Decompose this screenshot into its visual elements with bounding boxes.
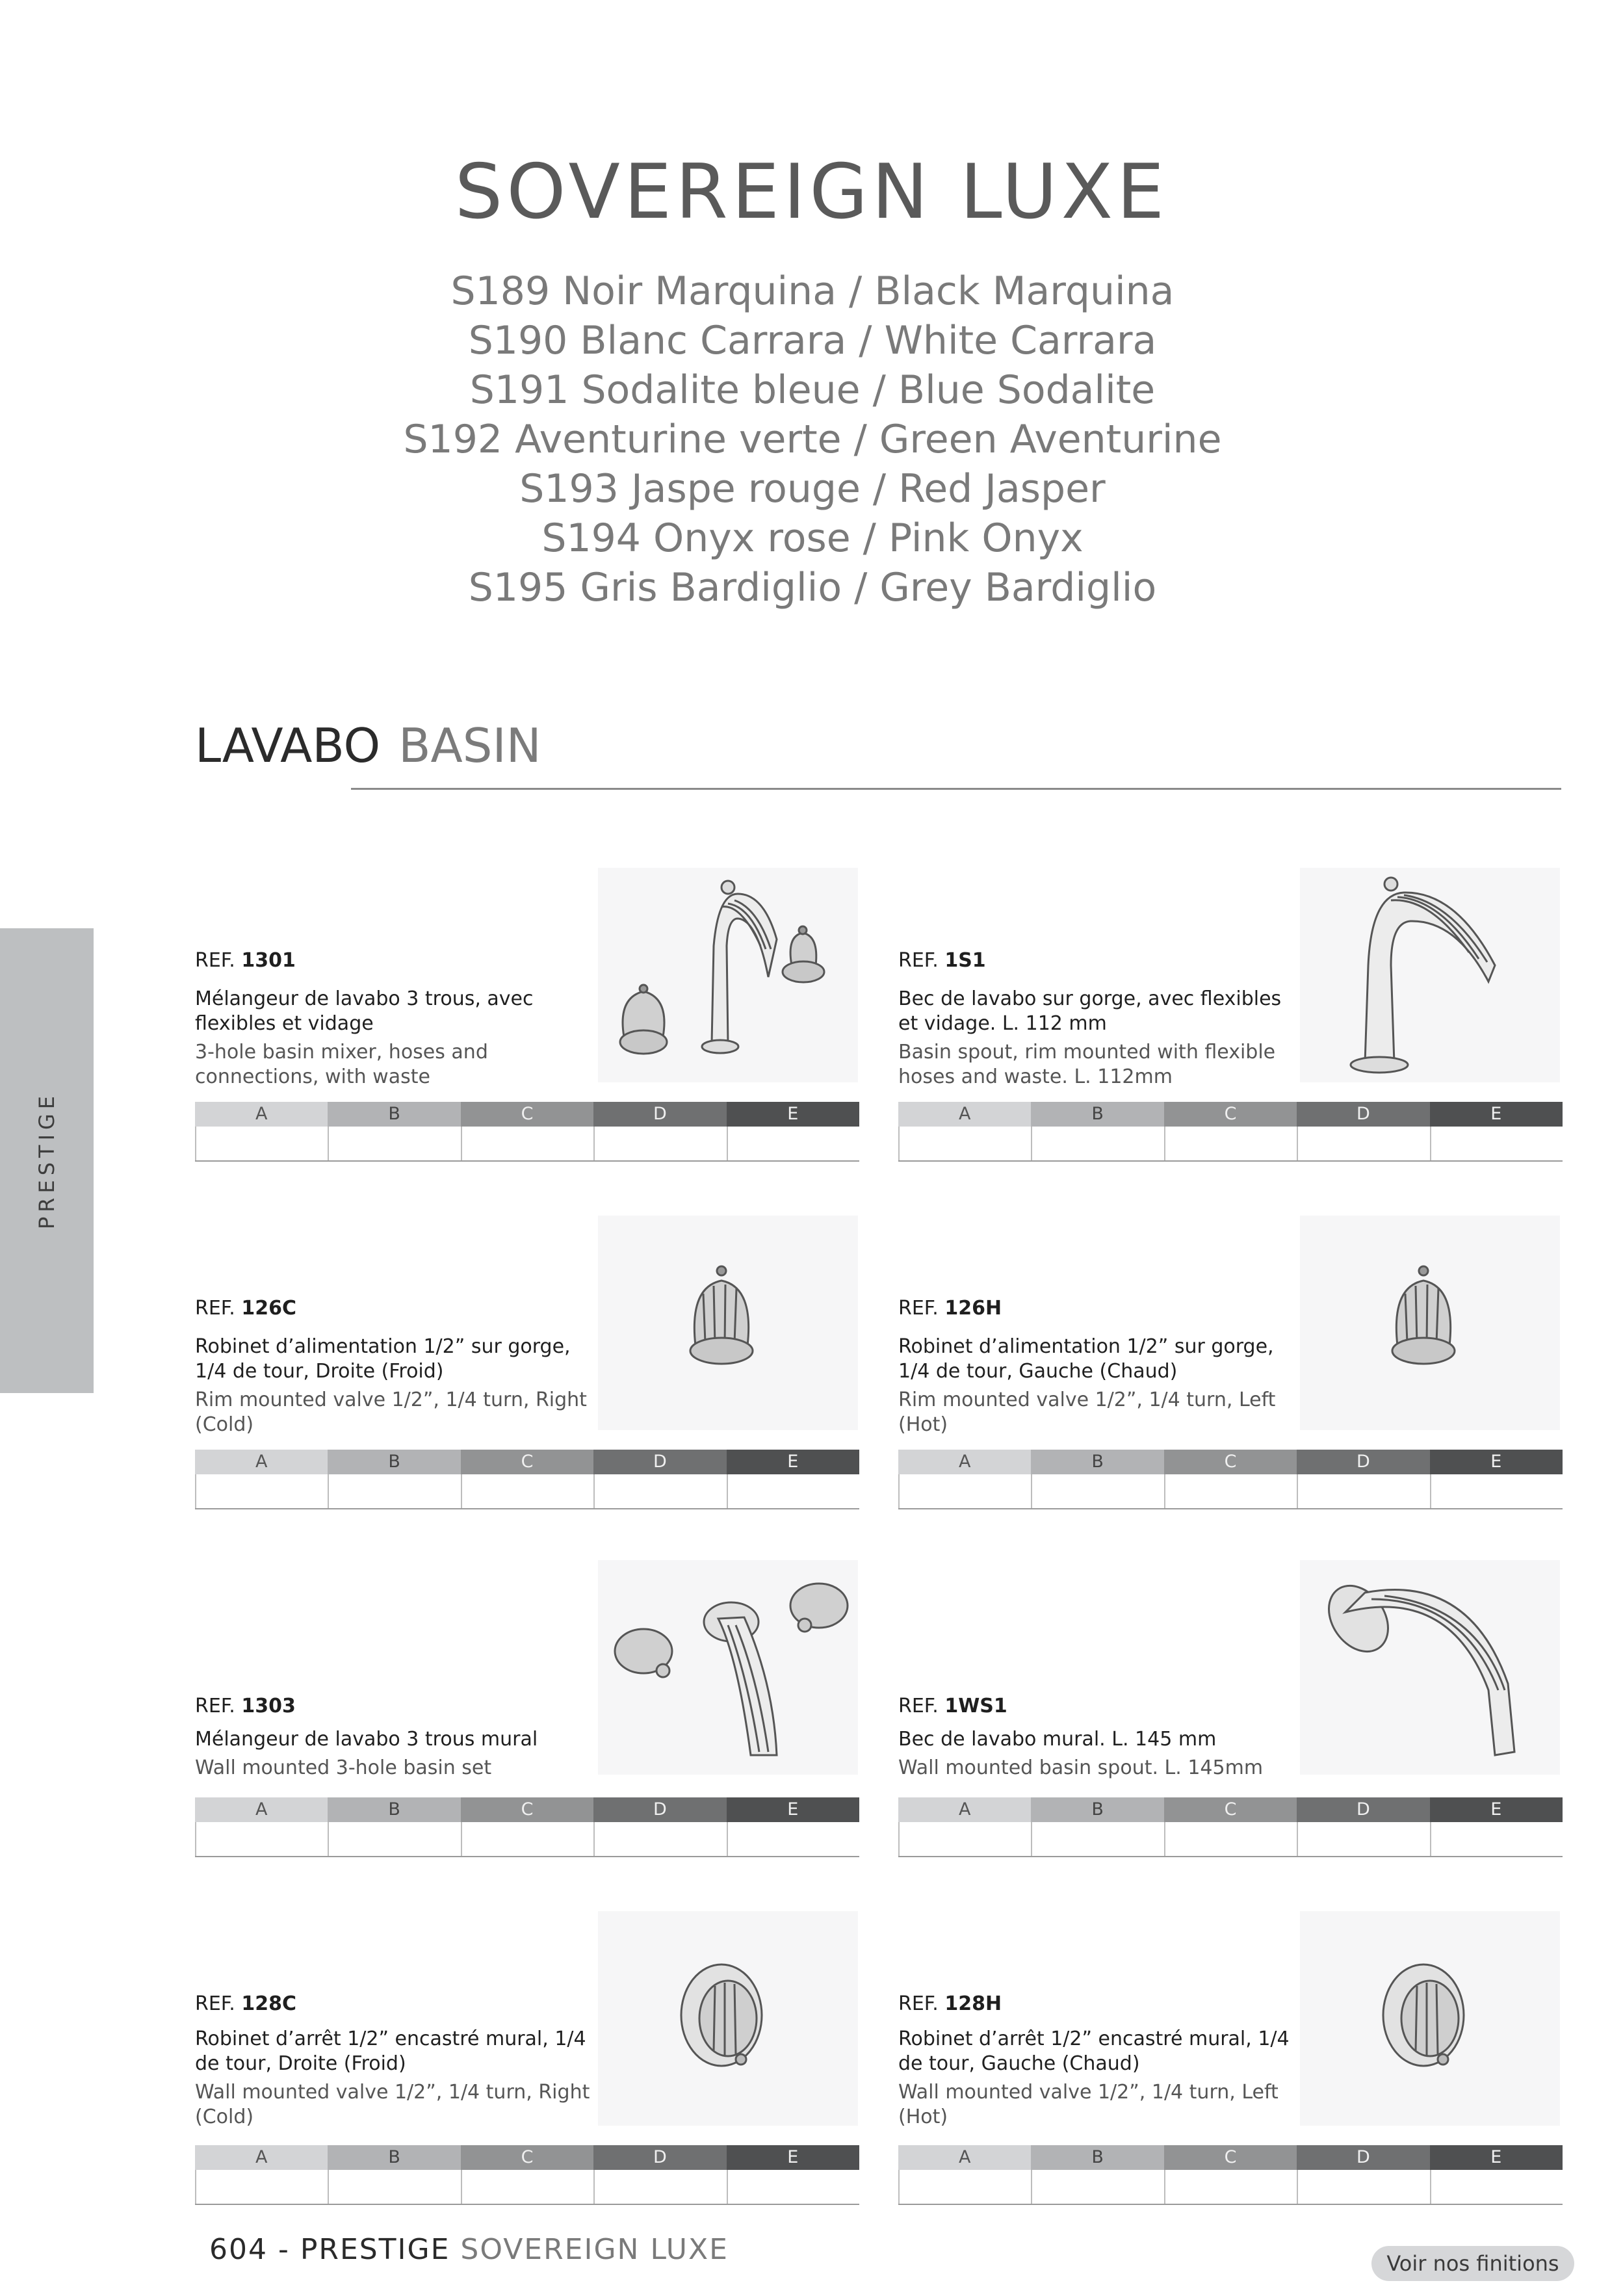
finish-cell (727, 1822, 859, 1856)
product-ref (898, 1297, 1002, 1320)
finish-col-b: B (328, 1450, 460, 1474)
product-description-en: Rim mounted valve 1/2”, 1/4 turn, Right (Cold) (195, 1389, 587, 1436)
rim-valve-icon (598, 1216, 858, 1430)
section-heading-en: BASIN (398, 718, 541, 773)
wall-valve-icon (598, 1911, 858, 2126)
rim-valve-icon (1300, 1216, 1560, 1430)
ref-number: 126C (241, 1297, 296, 1320)
footer-collection: SOVEREIGN LUXE (460, 2233, 729, 2266)
finish-col-e: E (1430, 2145, 1563, 2170)
finish-table-header (195, 1797, 859, 1822)
product-image (598, 868, 858, 1082)
page-number: 604 - PRESTIGE (209, 2233, 450, 2266)
finish-item: S195 Gris Bardiglio / Grey Bardiglio (468, 565, 1157, 610)
finish-table-header (195, 2145, 859, 2170)
finish-table-row (898, 1474, 1563, 1509)
product-description-en: Wall mounted valve 1/2”, 1/4 turn, Left (Hot) (898, 2081, 1279, 2128)
product-ref (898, 1695, 1007, 1717)
finish-table (898, 1102, 1563, 1162)
finish-cell (727, 1127, 859, 1160)
finish-list (0, 267, 1623, 612)
finish-col-d: D (593, 1797, 726, 1822)
ref-label: REF. (898, 1992, 939, 2015)
finish-cell (328, 2170, 460, 2204)
finish-cell (1164, 1127, 1297, 1160)
finish-col-a: A (195, 1797, 328, 1822)
finish-cell (461, 1474, 593, 1508)
finish-table (195, 1102, 859, 1162)
finish-cell (195, 1127, 328, 1160)
finish-col-b: B (328, 1797, 460, 1822)
finish-cell (1031, 1822, 1163, 1856)
product-description-en: 3-hole basin mixer, hoses and connections, with waste (195, 1041, 488, 1088)
finish-table (195, 1797, 859, 1857)
finish-cell (1031, 2170, 1163, 2204)
view-finishes-button[interactable]: Voir nos finitions (1371, 2246, 1574, 2281)
product-image (598, 1560, 858, 1775)
product-description-en: Wall mounted basin spout. L. 145mm (898, 1756, 1264, 1779)
finish-table-row (195, 2170, 859, 2205)
side-tab-label: PRESTIGE (34, 1091, 59, 1230)
finish-cell (1430, 1127, 1563, 1160)
finish-col-c: C (1164, 1450, 1297, 1474)
ref-label: REF. (898, 1695, 939, 1717)
finish-col-e: E (1430, 1797, 1563, 1822)
finish-item: S192 Aventurine verte / Green Aventurine (403, 417, 1222, 462)
ref-number: 128C (241, 1992, 296, 2015)
ref-number: 126H (944, 1297, 1002, 1320)
finish-table-row (898, 2170, 1563, 2205)
product-ref (898, 949, 986, 972)
ref-label: REF. (898, 949, 939, 972)
finish-table (195, 1450, 859, 1509)
product-ref (195, 1992, 296, 2015)
finish-col-d: D (1297, 1450, 1429, 1474)
section-divider (351, 788, 1561, 790)
finish-col-a: A (898, 1450, 1031, 1474)
finish-cell (195, 1474, 328, 1508)
finish-col-c: C (461, 1450, 593, 1474)
finish-item: S190 Blanc Carrara / White Carrara (468, 318, 1157, 363)
finish-cell (593, 1474, 726, 1508)
finish-col-e: E (727, 1797, 859, 1822)
product-description-fr: Bec de lavabo mural. L. 145 mm (898, 1728, 1217, 1751)
page-title: SOVEREIGN LUXE (454, 148, 1169, 236)
product-image (1300, 1911, 1560, 2126)
page-footer (209, 2233, 729, 2266)
side-tab[interactable] (0, 928, 94, 1393)
finish-col-a: A (898, 1102, 1031, 1127)
finish-table-header (898, 1450, 1563, 1474)
ref-number: 1WS1 (944, 1695, 1007, 1717)
finish-table-header (898, 2145, 1563, 2170)
product-description-en: Rim mounted valve 1/2”, 1/4 turn, Left (Hot) (898, 1389, 1276, 1436)
finish-table-header (195, 1102, 859, 1127)
finish-table-row (898, 1127, 1563, 1162)
product-description-en: Wall mounted 3-hole basin set (195, 1756, 492, 1779)
finish-col-d: D (593, 1102, 726, 1127)
finish-col-a: A (195, 1450, 328, 1474)
section-heading-fr: LAVABO (195, 718, 381, 773)
finish-col-b: B (1031, 1450, 1163, 1474)
finish-table-header (898, 1102, 1563, 1127)
ref-label: REF. (195, 1992, 235, 2015)
finish-col-c: C (1164, 1102, 1297, 1127)
product-description-fr: Robinet d’alimentation 1/2” sur gorge, 1/4 de tour, Droite (Froid) (195, 1335, 571, 1383)
finish-col-c: C (461, 1797, 593, 1822)
finish-col-e: E (727, 1102, 859, 1127)
finish-col-c: C (1164, 2145, 1297, 2170)
product-image (1300, 1216, 1560, 1430)
finish-col-e: E (1430, 1450, 1563, 1474)
product-description-en: Wall mounted valve 1/2”, 1/4 turn, Right (Cold) (195, 2081, 590, 2128)
finish-table (195, 2145, 859, 2205)
ref-label: REF. (195, 1695, 235, 1717)
finish-cell (1297, 1127, 1429, 1160)
finish-cell (195, 1822, 328, 1856)
finish-col-b: B (1031, 1797, 1163, 1822)
finish-cell (593, 1127, 726, 1160)
wall-basin-set-icon (598, 1560, 858, 1775)
finish-cell (898, 1127, 1031, 1160)
wall-valve-icon (1300, 1911, 1560, 2126)
finish-cell (328, 1127, 460, 1160)
finish-cell (328, 1822, 460, 1856)
finish-col-e: E (727, 1450, 859, 1474)
finish-table-row (195, 1822, 859, 1857)
finish-col-c: C (461, 2145, 593, 2170)
finish-cell (461, 1822, 593, 1856)
finish-cell (1031, 1474, 1163, 1508)
finish-col-b: B (1031, 2145, 1163, 2170)
ref-label: REF. (898, 1297, 939, 1320)
finish-cell (1297, 1474, 1429, 1508)
finish-cell (195, 2170, 328, 2204)
ref-number: 1301 (241, 949, 296, 972)
finish-cell (1430, 2170, 1563, 2204)
finish-cell (1430, 1822, 1563, 1856)
finish-cell (1164, 1822, 1297, 1856)
finish-cell (727, 2170, 859, 2204)
product-description-fr: Mélangeur de lavabo 3 trous, avec flexibles et vidage (195, 987, 534, 1035)
ref-number: 1303 (241, 1695, 296, 1717)
product-ref (195, 1695, 296, 1717)
basin-spout-icon (1300, 868, 1560, 1082)
product-ref (195, 949, 296, 972)
product-description-fr: Robinet d’alimentation 1/2” sur gorge, 1/4 de tour, Gauche (Chaud) (898, 1335, 1274, 1383)
ref-number: 1S1 (944, 949, 986, 972)
finish-col-a: A (195, 2145, 328, 2170)
finish-col-d: D (1297, 1797, 1429, 1822)
finish-cell (593, 1822, 726, 1856)
finish-table-header (195, 1450, 859, 1474)
finish-item: S193 Jaspe rouge / Red Jasper (519, 466, 1106, 512)
ref-label: REF. (195, 949, 235, 972)
finish-col-d: D (1297, 1102, 1429, 1127)
finish-col-a: A (195, 1102, 328, 1127)
finish-col-b: B (328, 1102, 460, 1127)
finish-cell (593, 2170, 726, 2204)
product-description-en: Basin spout, rim mounted with flexible hoses and waste. L. 112mm (898, 1041, 1276, 1088)
product-ref (898, 1992, 1002, 2015)
finish-cell (1297, 2170, 1429, 2204)
finish-table-row (195, 1127, 859, 1162)
product-image (598, 1216, 858, 1430)
finish-cell (898, 2170, 1031, 2204)
ref-label: REF. (195, 1297, 235, 1320)
finish-item: S194 Onyx rose / Pink Onyx (541, 515, 1084, 561)
finish-cell (1297, 1822, 1429, 1856)
finish-col-e: E (1430, 1102, 1563, 1127)
finish-col-a: A (898, 2145, 1031, 2170)
finish-item: S191 Sodalite bleue / Blue Sodalite (469, 367, 1156, 413)
finish-cell (1430, 1474, 1563, 1508)
finish-col-b: B (328, 2145, 460, 2170)
finish-col-b: B (1031, 1102, 1163, 1127)
finish-table-row (898, 1822, 1563, 1857)
finish-table-header (898, 1797, 1563, 1822)
finish-col-c: C (461, 1102, 593, 1127)
finish-col-d: D (1297, 2145, 1429, 2170)
product-ref (195, 1297, 296, 1320)
product-image (1300, 868, 1560, 1082)
finish-cell (461, 1127, 593, 1160)
product-image (1300, 1560, 1560, 1775)
finish-table-row (195, 1474, 859, 1509)
finish-cell (727, 1474, 859, 1508)
finish-col-d: D (593, 1450, 726, 1474)
wall-spout-icon (1300, 1560, 1560, 1775)
finish-cell (1164, 2170, 1297, 2204)
finish-table (898, 1450, 1563, 1509)
finish-cell (328, 1474, 460, 1508)
basin-mixer-3-hole-icon (598, 868, 858, 1082)
finish-table (898, 1797, 1563, 1857)
ref-number: 128H (944, 1992, 1002, 2015)
product-description-fr: Robinet d’arrêt 1/2” encastré mural, 1/4 de tour, Gauche (Chaud) (898, 2028, 1290, 2075)
finish-cell (1031, 1127, 1163, 1160)
finish-cell (898, 1822, 1031, 1856)
finish-col-d: D (593, 2145, 726, 2170)
finish-cell (898, 1474, 1031, 1508)
finish-cell (461, 2170, 593, 2204)
section-heading (195, 718, 541, 773)
product-description-fr: Mélangeur de lavabo 3 trous mural (195, 1728, 538, 1751)
finish-cell (1164, 1474, 1297, 1508)
finish-table (898, 2145, 1563, 2205)
product-description-fr: Robinet d’arrêt 1/2” encastré mural, 1/4 de tour, Droite (Froid) (195, 2028, 586, 2075)
finish-col-c: C (1164, 1797, 1297, 1822)
finish-item: S189 Noir Marquina / Black Marquina (450, 268, 1175, 314)
product-image (598, 1911, 858, 2126)
finish-col-e: E (727, 2145, 859, 2170)
product-description-fr: Bec de lavabo sur gorge, avec flexibles et vidage. L. 112 mm (898, 987, 1282, 1035)
finish-col-a: A (898, 1797, 1031, 1822)
